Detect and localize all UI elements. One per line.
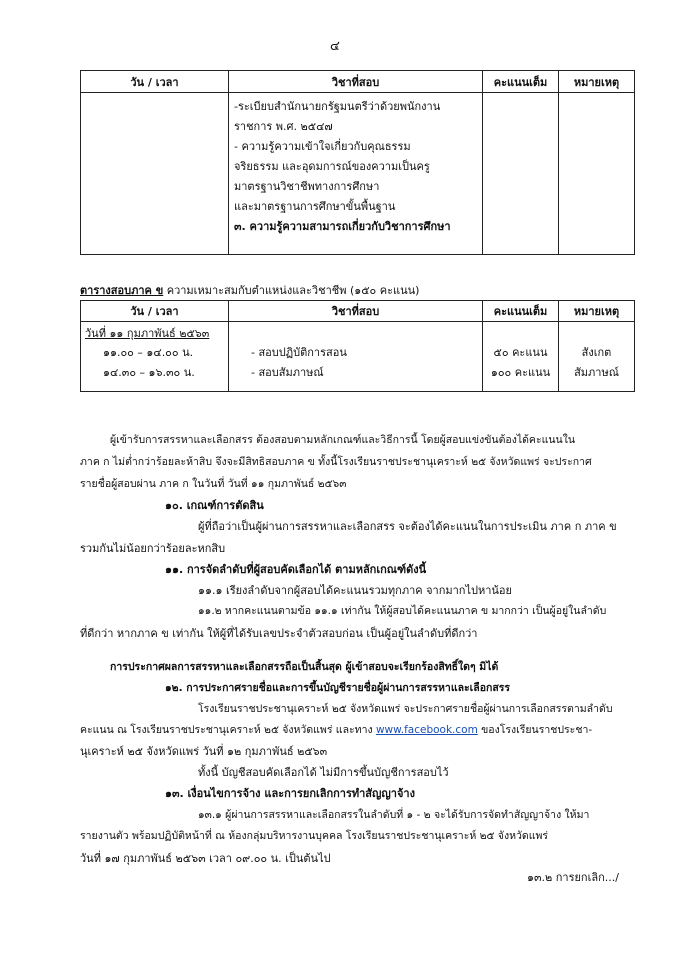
section-13-line: รายงานตัว พร้อมปฏิบัติหน้าที่ ณ ห้องกลุ่มบริหารงานบุคคล โรงเรียนราชประชานุเคราะห์ ๒๕ จังหวัดแพร่: [80, 830, 549, 842]
section-10-heading: ๑๐. เกณฑ์การตัดสิน: [165, 499, 264, 512]
subject-line: ๓. ความรู้ความสามารถเกี่ยวกับวิชาการศึกษา: [234, 220, 451, 233]
continuation-note: ๑๓.๒ การยกเลิก.../: [527, 871, 619, 884]
subject-cell: [229, 93, 483, 255]
section-11-heading: ๑๑. การจัดลำดับที่ผู้สอบคัดเลือกได้ ตามหลักเกณฑ์ดังนี้: [165, 563, 427, 576]
col-date-time: วัน / เวลา: [81, 301, 229, 322]
table-cell: [483, 93, 559, 255]
section-12-line: โรงเรียนราชประชานุเคราะห์ ๒๕ จังหวัดแพร่ จะประกาศรายชื่อผู้ผ่านการเลือกสรรตามลำดับ: [198, 703, 613, 715]
exam-time-1: ๑๑.๐๐ – ๑๔.๐๐ น.: [103, 346, 194, 359]
col-subject: วิชาที่สอบ: [229, 301, 483, 322]
col-remark: หมายเหตุ: [559, 301, 635, 322]
subject-line: ราชการ พ.ศ. ๒๕๔๗: [234, 120, 333, 133]
section-12-line: [80, 725, 592, 736]
section-10-line: ผู้ที่ถือว่าเป็นผู้ผ่านการสรรหาและเลือกสรร จะต้องได้คะแนนในการประเมิน ภาค ก ภาค ข: [198, 520, 617, 533]
table-cell: [81, 93, 229, 255]
facebook-link[interactable]: www.facebook.com: [375, 724, 478, 736]
col-remark: หมายเหตุ: [559, 71, 635, 93]
section-b-desc: ความเหมาะสมกับตำแหน่งและวิชาชีพ (๑๕๐ คะแนน): [166, 284, 420, 297]
para-criteria-line: ภาค ก ไม่ต่ำกว่าร้อยละห้าสิบ จึงจะมีสิทธิสอบภาค ข ทั้งนี้โรงเรียนราชประชานุเคราะห์ ๒๕ จังหวัดแพร่ จะประกาศ: [80, 456, 592, 468]
para-criteria-line: ผู้เข้ารับการสรรหาและเลือกสรร ต้องสอบตามหลักเกณฑ์และวิธีการนี้ โดยผู้สอบแข่งขันต้องได้คะแนนใน: [110, 434, 576, 446]
section-12-text: ของโรงเรียนราชประชา-: [477, 724, 593, 736]
subject-cell: [229, 322, 483, 392]
section-11-line: ๑๑.๒ หากคะแนนตามข้อ ๑๑.๑ เท่ากัน ให้ผู้สอบได้คะแนนภาค ข มากกว่า เป็นผู้อยู่ในลำดับ: [198, 605, 607, 617]
col-full-score: คะแนนเต็ม: [483, 71, 559, 93]
subject-interview: - สอบสัมภาษณ์: [251, 366, 324, 379]
section-b-title: ตารางสอบภาค ข: [80, 284, 164, 297]
col-date-time: วัน / เวลา: [81, 71, 229, 93]
section-b-heading: [80, 285, 419, 296]
subject-teaching: - สอบปฏิบัติการสอน: [251, 346, 347, 359]
subject-line: มาตรฐานวิชาชีพทางการศึกษา: [234, 180, 380, 193]
subject-line: -ระเบียบสำนักนายกรัฐมนตรีว่าด้วยพนักงาน: [234, 100, 441, 113]
section-11-line: ๑๑.๑ เรียงลำดับจากผู้สอบได้คะแนนรวมทุกภาค จากมากไปหาน้อย: [198, 584, 512, 597]
section-12-line: ทั้งนี้ บัญชีสอบคัดเลือกได้ ไม่มีการขึ้นบัญชีการสอบไว้: [198, 766, 449, 779]
score-interview: ๑๐๐ คะแนน: [490, 366, 551, 379]
subject-line: และมาตรฐานการศึกษาขั้นพื้นฐาน: [234, 200, 396, 213]
section-10-line: รวมกันไม่น้อยกว่าร้อยละหกสิบ: [80, 542, 226, 555]
score-cell: [483, 322, 559, 392]
col-full-score: คะแนนเต็ม: [483, 301, 559, 322]
date-cell: [81, 322, 229, 392]
section-12-line: นุเคราะห์ ๒๕ จังหวัดแพร่ วันที่ ๑๒ กุมภาพันธ์ ๒๕๖๓: [80, 745, 328, 758]
section-13-heading: ๑๓. เงื่อนไขการจ้าง และการยกเลิกการทำสัญญาจ้าง: [165, 787, 415, 800]
table-cell: [559, 93, 635, 255]
section-13-line: ๑๓.๑ ผู้ผ่านการสรรหาและเลือกสรรในลำดับที่ ๑ - ๒ จะได้รับการจัดทำสัญญาจ้าง ให้มา: [198, 809, 590, 821]
exam-time-2: ๑๔.๓๐ – ๑๖.๓๐ น.: [103, 366, 195, 379]
subject-line: - ความรู้ความเข้าใจเกี่ยวกับคุณธรรม: [234, 140, 411, 153]
section-13-line: วันที่ ๑๗ กุมภาพันธ์ ๒๕๖๓ เวลา ๐๙.๐๐ น. เป็นต้นไป: [80, 852, 331, 865]
section-12-text: คะแนน ณ โรงเรียนราชประชานุเคราะห์ ๒๕ จังหวัดแพร่ และทาง: [80, 724, 376, 736]
subject-line: จริยธรรม และอุดมการณ์ของความเป็นครู: [234, 160, 430, 173]
exam-table-a: [80, 70, 635, 255]
col-subject: วิชาที่สอบ: [229, 71, 483, 93]
announcement: การประกาศผลการสรรหาและเลือกสรรถือเป็นสิ้นสุด ผู้เข้าสอบจะเรียกร้องสิทธิ์ใดๆ มิได้: [110, 661, 499, 673]
remark-interview: สัมภาษณ์: [574, 366, 619, 379]
section-12-heading: ๑๒. การประกาศรายชื่อและการขึ้นบัญชีรายชื่อผู้ผ่านการสรรหาและเลือกสรร: [165, 682, 511, 694]
exam-date: วันที่ ๑๑ กุมภาพันธ์ ๒๕๖๓: [85, 327, 210, 340]
score-teaching: ๕๐ คะแนน: [493, 346, 548, 359]
para-criteria-line: รายชื่อผู้สอบผ่าน ภาค ก ในวันที่ วันที่ ๑๑ กุมภาพันธ์ ๒๕๖๓: [80, 478, 347, 490]
exam-table-b: [80, 300, 635, 392]
section-11-line: ที่ดีกว่า หากภาค ข เท่ากัน ให้ผู้ที่ได้รับเลขประจำตัวสอบก่อน เป็นผู้อยู่ในลำดับที่ดีกว่า: [80, 627, 478, 640]
remark-observe: สังเกต: [581, 346, 612, 359]
page-number: ๔: [330, 39, 340, 54]
remark-cell: [559, 322, 635, 392]
